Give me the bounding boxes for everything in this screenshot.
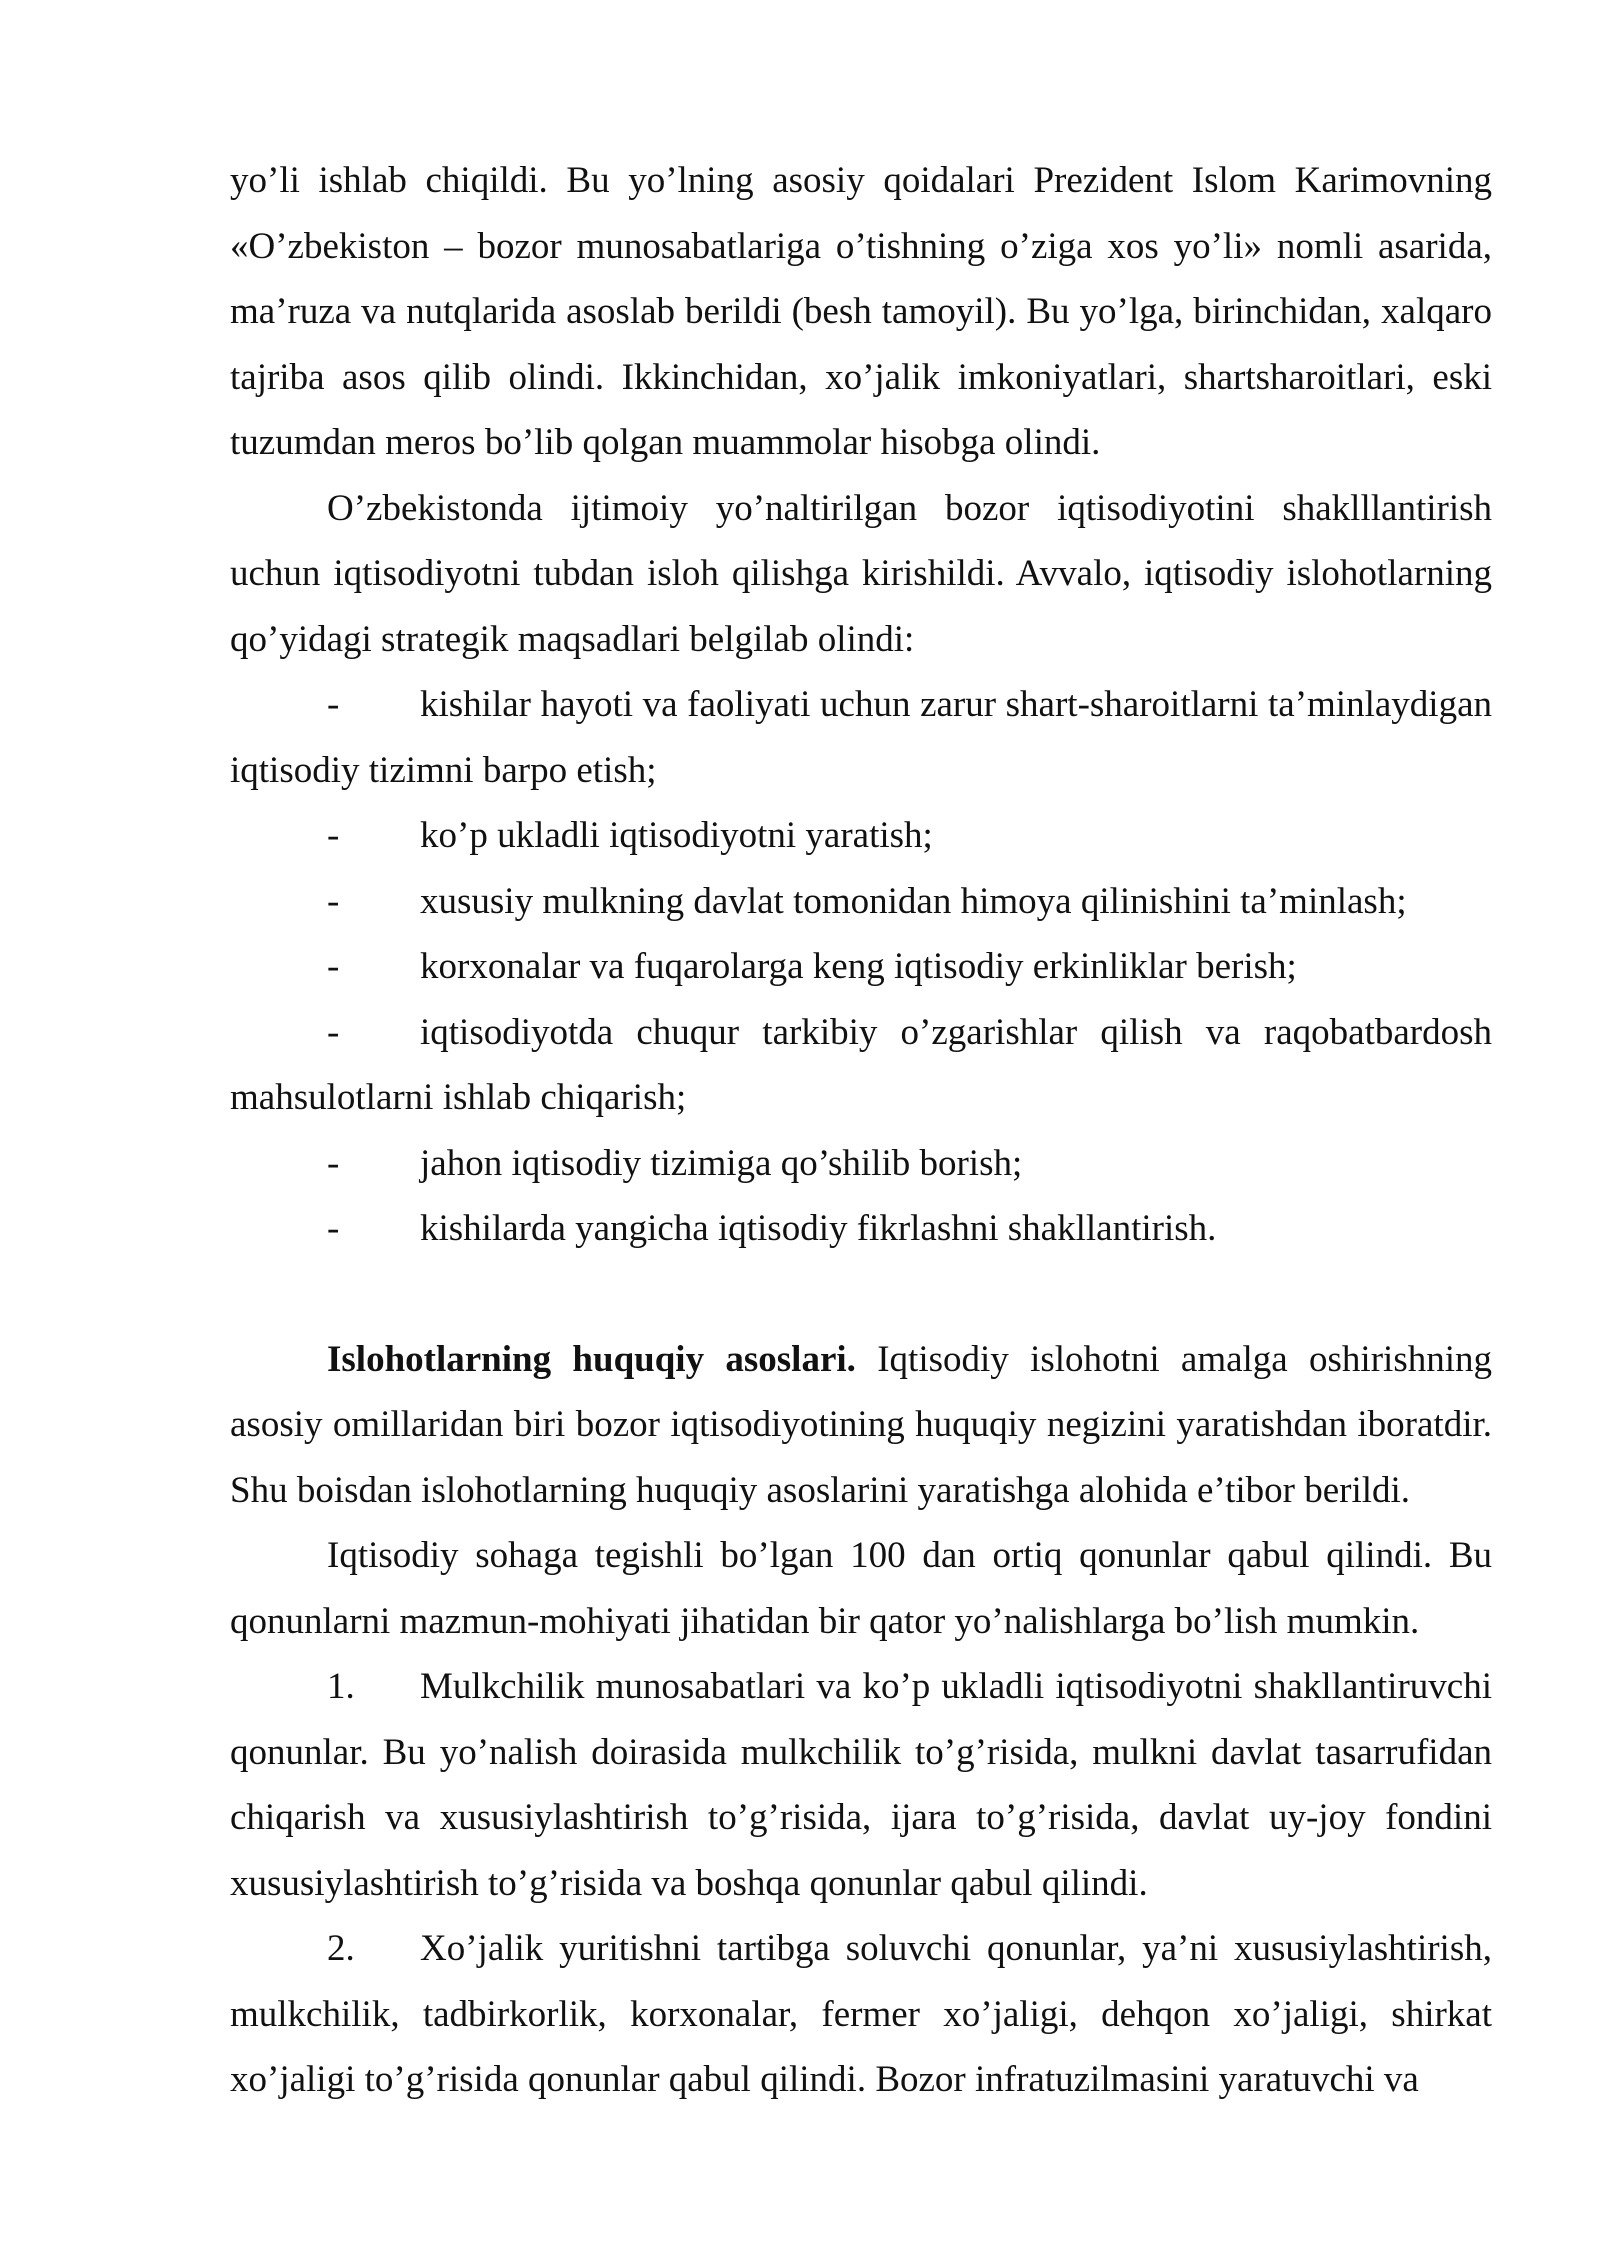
numbered-marker: 1.: [327, 1666, 355, 1707]
list-item-text: kishilar hayoti va faoliyati uchun zarur shart-sharoitlarni ta’minlaydigan iqtisodiy tizimni barpo etish;: [230, 684, 1492, 791]
document-page: [230, 148, 1492, 2113]
list-item: [230, 1196, 1492, 1262]
list-item-text: kishilarda yangicha iqtisodiy fikrlashni shakllantirish.: [420, 1208, 1217, 1249]
list-item: [230, 934, 1492, 1000]
list-item: [230, 1131, 1492, 1197]
numbered-marker: 2.: [327, 1928, 355, 1969]
list-item-text: korxonalar va fuqarolarga keng iqtisodiy erkinliklar berish;: [420, 946, 1297, 987]
list-item-text: jahon iqtisodiy tizimiga qo’shilib borish;: [420, 1142, 1023, 1184]
list-marker: -: [327, 1142, 340, 1184]
paragraph-legal-text: Iqtisodiy islohotni amalga oshirishning asosiy omillaridan biri bozor iqtisodiyotining huquqiy negizini yaratishdan iboratdir. Shu boisdan islohotlarning huquqiy asoslarini yaratishga alohida e’tibor berildi.: [230, 1338, 1492, 1511]
list-item: [230, 803, 1492, 869]
section-heading: Islohotlarning huquqiy asoslari.: [327, 1338, 856, 1380]
list-marker: -: [327, 815, 340, 856]
list-marker: -: [327, 684, 340, 725]
paragraph-legal-basis: [230, 1327, 1492, 1524]
paragraph-laws-count: Iqtisodiy sohaga tegishli bo’lgan 100 dan ortiq qonunlar qabul qilindi. Bu qonunlarni mazmun-mohiyati jihatidan bir qator yo’nalishlarga bo’lish mumkin.: [230, 1535, 1492, 1642]
section-spacer: [230, 1262, 1492, 1327]
list-marker: -: [327, 880, 340, 922]
list-item-text: iqtisodiyotda chuqur tarkibiy o’zgarishlar qilish va raqobatbardosh mahsulotlarni ishlab chiqarish;: [230, 1011, 1492, 1118]
list-marker: -: [327, 1011, 340, 1053]
list-item: [230, 869, 1492, 935]
list-item-text: xususiy mulkning davlat tomonidan himoya qilinishini ta’minlash;: [420, 880, 1407, 922]
list-marker: -: [327, 946, 340, 987]
paragraph-strategic-goals: O’zbekistonda ijtimoiy yo’naltirilgan bozor iqtisodiyotini shaklllantirish uchun iqtisodiyotni tubdan isloh qilishga kirishildi. Avvalo, iqtisodiy islohotlarning qo’yidagi strategik maqsadlari belgilab olindi:: [230, 487, 1492, 660]
list-item: [230, 672, 1492, 803]
list-item-text: ko’p ukladli iqtisodiyotni yaratish;: [420, 815, 933, 856]
numbered-item-text: Xo’jalik yuritishni tartibga soluvchi qonunlar, ya’ni xususiylashtirish, mulkchilik, tadbirkorlik, korxonalar, fermer xo’jaligi, dehqon xo’jaligi, shirkat xo’jaligi to’g’risida qonunlar qabul qilindi. Bozor infratuzilmasini yaratuvchi va: [230, 1928, 1492, 2100]
list-item: [230, 1000, 1492, 1131]
paragraph-intro: yo’li ishlab chiqildi. Bu yo’lning asosiy qoidalari Prezident Islom Karimovning «O’zbekiston – bozor munosabatlariga o’tishning o’ziga xos yo’li» nomli asarida, ma’ruza va nutqlarida asoslab berildi (besh tamoyil). Bu yo’lga, birinchidan, xalqaro tajriba asos qilib olindi. Ikkinchidan, xo’jalik imkoniyatlari, shartsharoitlari, eski tuzumdan meros bo’lib qolgan muammolar hisobga olindi.: [230, 160, 1492, 463]
numbered-item-text: Mulkchilik munosabatlari va ko’p ukladli iqtisodiyotni shakllantiruvchi qonunlar. Bu yo’nalish doirasida mulkchilik to’g’risida, mulkni davlat tasarrufidan chiqarish va xususiylashtirish to’g’risida, ijara to’g’risida, davlat uy-joy fondini xususiylashtirish to’g’risida va boshqa qonunlar qabul qilindi.: [230, 1666, 1492, 1904]
numbered-item: [230, 1654, 1492, 1916]
list-marker: -: [327, 1208, 340, 1249]
numbered-item: [230, 1916, 1492, 2113]
